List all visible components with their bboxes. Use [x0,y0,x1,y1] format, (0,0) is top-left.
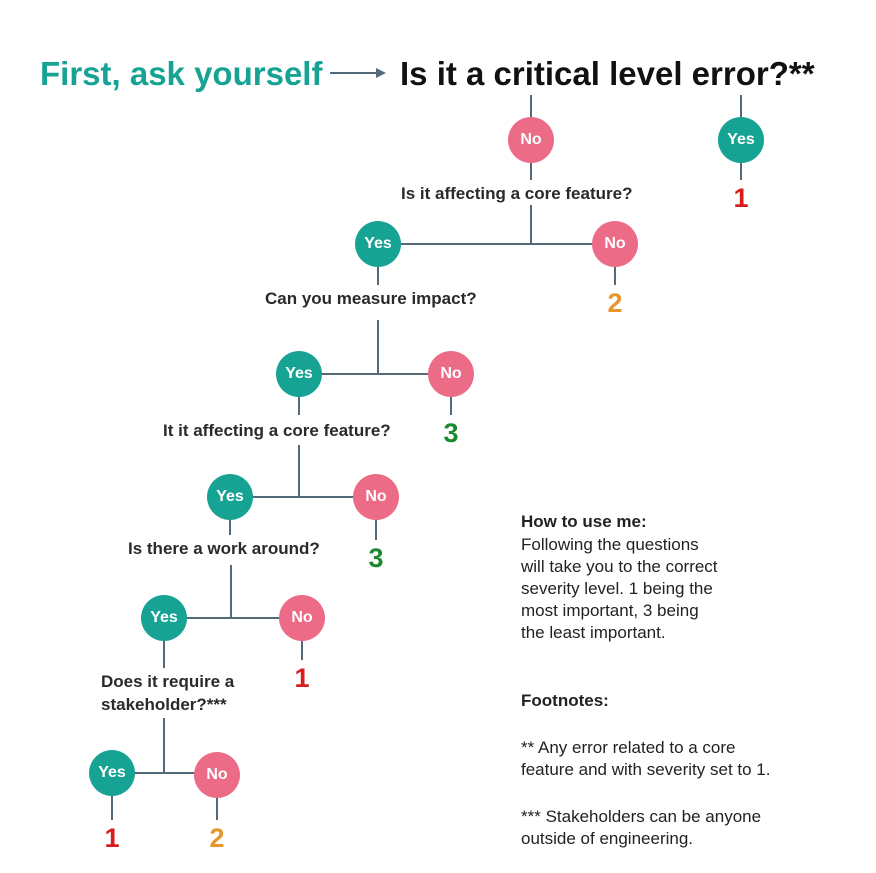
severity-level: 1 [294,663,310,693]
how-to-use-title: How to use me: [521,512,647,531]
root-yes-node: Yes [718,117,764,163]
intro-text: First, ask yourself [40,55,323,92]
question-work-around: Is there a work around? [128,539,320,558]
severity-level: 2 [607,288,623,318]
question-measure-impact: Can you measure impact? [265,289,477,308]
how-to-use-text: Following the questions will take you to the correct severity level. 1 being the most important, 3 being the least important. [521,535,718,642]
question-stakeholder-line2: stakeholder?*** [101,695,227,714]
question-core-feature: Is it affecting a core feature? [401,184,633,203]
q3-no-node: No [353,474,399,520]
q4-no-node: No [279,595,325,641]
q1-yes-node: Yes [355,221,401,267]
question-core-feature-2: It it affecting a core feature? [163,421,391,440]
severity-level: 3 [368,543,384,573]
q3-yes-node: Yes [207,474,253,520]
q5-no-node: No [194,752,240,798]
q1-no-node: No [592,221,638,267]
severity-level: 2 [209,823,225,853]
footnote-critical: ** Any error related to a core feature and with severity set to 1. [521,738,771,779]
severity-level: 3 [443,418,459,448]
footnotes-title: Footnotes: [521,691,609,710]
severity-level: 1 [733,183,749,213]
main-question: Is it a critical level error?** [400,55,815,92]
q2-no-node: No [428,351,474,397]
severity-level: 1 [104,823,120,853]
q4-yes-node: Yes [141,595,187,641]
footnote-stakeholders: *** Stakeholders can be anyone outside of engineering. [521,807,762,848]
root-no-node: No [508,117,554,163]
arrow-head [376,68,386,78]
q5-yes-node: Yes [89,750,135,796]
question-stakeholder-line1: Does it require a [101,672,235,691]
q2-yes-node: Yes [276,351,322,397]
